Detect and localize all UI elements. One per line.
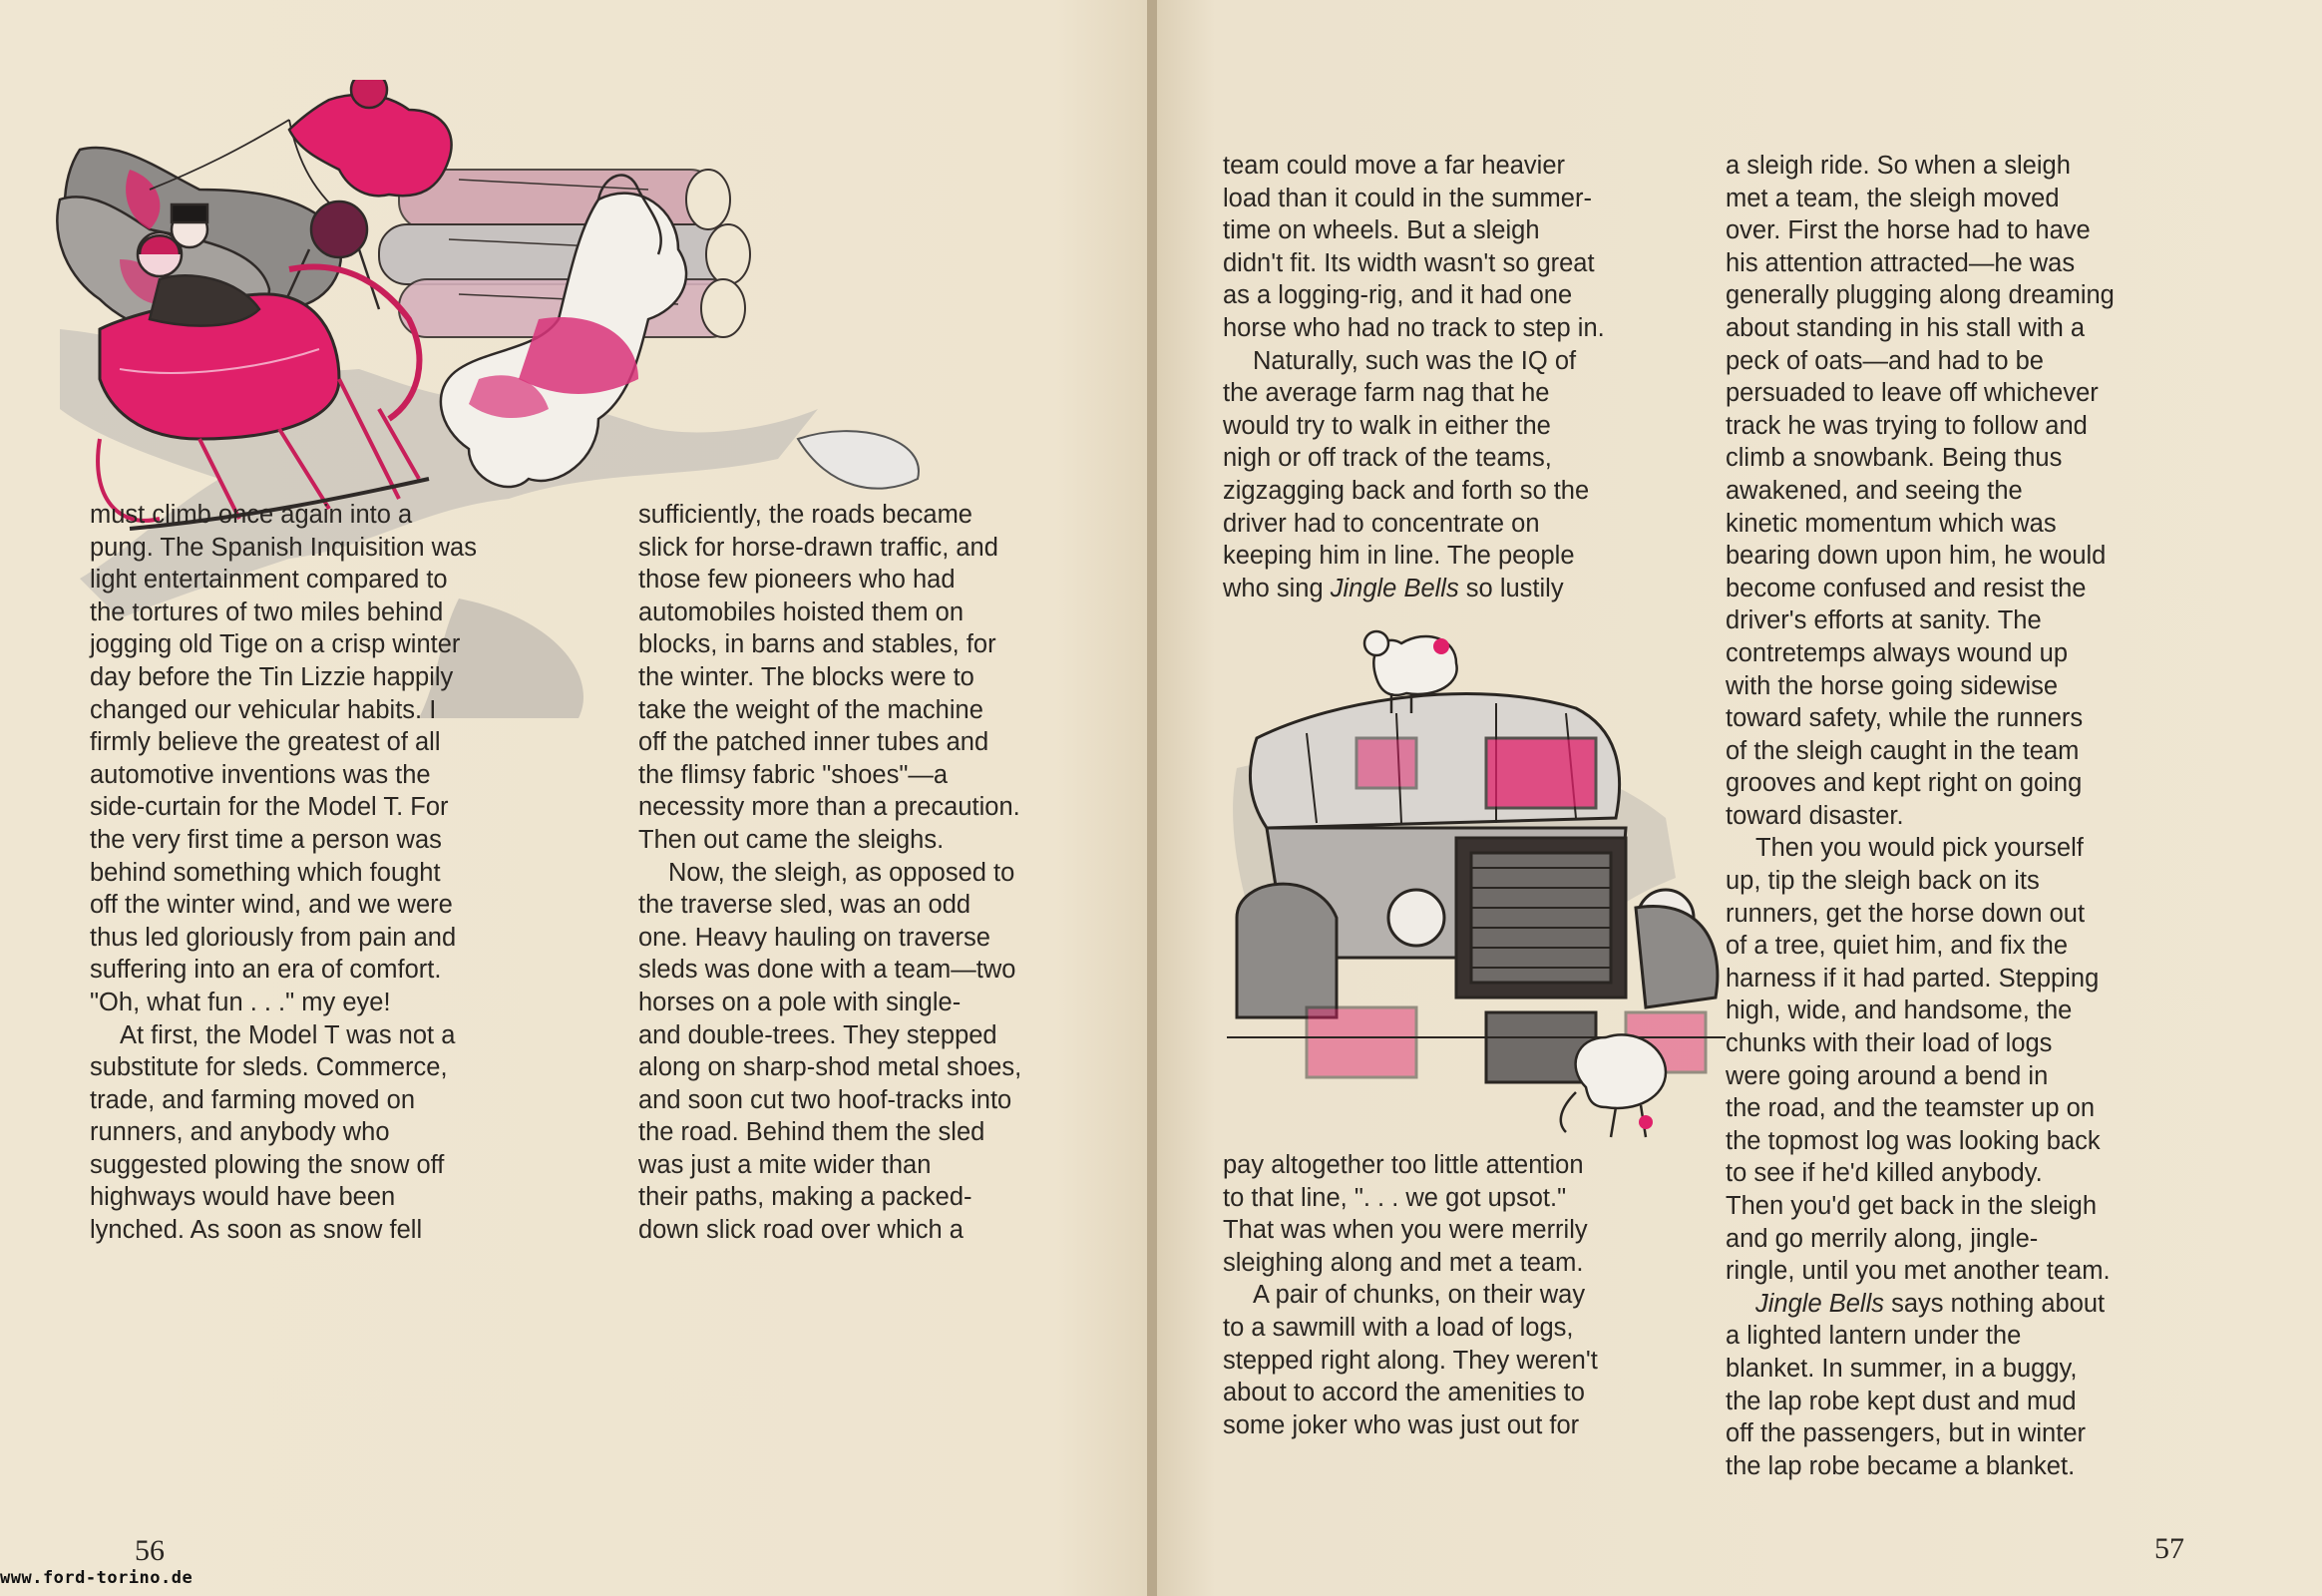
text-line: toward disaster.	[1726, 801, 1904, 830]
text-line: the winter. The blocks were to	[638, 662, 974, 691]
text-line: harness if it had parted. Stepping	[1726, 964, 2100, 993]
text-line: the road. Behind them the sled	[638, 1118, 985, 1147]
text-line: team could move a far heavier	[1223, 152, 1566, 180]
text-line: driver had to concentrate on	[1223, 509, 1540, 538]
text-line: sufficiently, the roads became	[638, 501, 972, 529]
text-line: a sleigh ride. So when a sleigh	[1726, 152, 2071, 180]
text-line: climb a snowbank. Being thus	[1726, 444, 2063, 473]
text-line: time on wheels. But a sleigh	[1223, 216, 1540, 245]
text-line: That was when you were merrily	[1223, 1216, 1588, 1245]
right-column-1-top	[1223, 150, 1605, 604]
text-line: stepped right along. They weren't	[1223, 1346, 1598, 1375]
text-line: blanket. In summer, in a buggy,	[1726, 1354, 2078, 1383]
right-column-2	[1726, 150, 2115, 1482]
text-line: off the winter wind, and we were	[90, 891, 453, 920]
text-line: a lighted lantern under the	[1726, 1322, 2022, 1351]
text-line: the lap robe became a blanket.	[1726, 1451, 2076, 1480]
text-line: up, tip the sleigh back on its	[1726, 867, 2040, 896]
text-line: contretemps always wound up	[1726, 638, 2069, 667]
text-line: to see if he'd killed anybody.	[1726, 1159, 2043, 1188]
text-line: to a sawmill with a load of logs,	[1223, 1313, 1574, 1342]
model-t-on-blocks-with-chickens-illustration	[1197, 618, 1755, 1157]
text-line: peck of oats—and had to be	[1726, 346, 2044, 375]
text-line: lynched. As soon as snow fell	[90, 1216, 423, 1245]
text-line: and double-trees. They stepped	[638, 1020, 997, 1049]
text-line: toward safety, while the runners	[1726, 704, 2084, 733]
text-fragment: so lustily	[1458, 574, 1564, 602]
text-line: grooves and kept right on going	[1726, 769, 2083, 798]
text-line: substitute for sleds. Commerce,	[90, 1053, 448, 1082]
text-line: along on sharp-shod metal shoes,	[638, 1053, 1022, 1082]
text-line: persuaded to leave off whichever	[1726, 379, 2099, 408]
text-line: high, wide, and handsome, the	[1726, 997, 2073, 1025]
text-line: must climb once again into a	[90, 501, 413, 529]
text-line: the very first time a person was	[90, 825, 442, 854]
text-line: zigzagging back and forth so the	[1223, 476, 1590, 505]
text-line: suggested plowing the snow off	[90, 1150, 445, 1179]
song-title: Jingle Bells	[1330, 574, 1459, 602]
text-line: of a tree, quiet him, and fix the	[1726, 932, 2069, 961]
text-line: changed our vehicular habits. I	[90, 695, 437, 724]
text-line: generally plugging along dreaming	[1726, 281, 2115, 310]
text-line: one. Heavy hauling on traverse	[638, 923, 990, 952]
text-line: jogging old Tige on a crisp winter	[90, 630, 461, 659]
text-line: automotive inventions was the	[90, 760, 431, 789]
text-line: didn't fit. Its width wasn't so great	[1223, 248, 1595, 277]
text-line	[1726, 1288, 2115, 1321]
text-line: light entertainment compared to	[90, 566, 448, 595]
text-line: was just a mite wider than	[638, 1150, 932, 1179]
song-title: Jingle Bells	[1755, 1289, 1884, 1318]
text-line: side-curtain for the Model T. For	[90, 793, 449, 822]
page-number-left: 56	[135, 1534, 165, 1567]
text-line: and go merrily along, jingle-	[1726, 1224, 2039, 1253]
text-line: highways would have been	[90, 1183, 396, 1212]
text-line: pung. The Spanish Inquisition was	[90, 533, 477, 562]
text-line: were going around a bend in	[1726, 1061, 2049, 1090]
text-line: his attention attracted—he was	[1726, 248, 2076, 277]
text-line: Naturally, such was the IQ of	[1253, 346, 1577, 375]
text-line: bearing down upon him, he would	[1726, 542, 2107, 571]
text-line: Now, the sleigh, as opposed to	[668, 858, 1015, 887]
text-line: those few pioneers who had	[638, 566, 956, 595]
text-line: chunks with their load of logs	[1726, 1029, 2053, 1058]
text-line: "Oh, what fun . . ." my eye!	[90, 988, 391, 1016]
text-line: Then you would pick yourself	[1755, 834, 2084, 863]
text-line: nigh or off track of the teams,	[1223, 444, 1552, 473]
text-line: the topmost log was looking back	[1726, 1126, 2101, 1155]
text-line: the lap robe kept dust and mud	[1726, 1387, 2077, 1415]
text-line: about standing in his stall with a	[1726, 313, 2086, 342]
text-line: off the passengers, but in winter	[1726, 1419, 2086, 1448]
text-line: necessity more than a precaution.	[638, 793, 1020, 822]
page-number-right: 57	[2154, 1532, 2184, 1565]
text-line: with the horse going sidewise	[1726, 671, 2059, 700]
text-line: and soon cut two hoof-tracks into	[638, 1085, 1012, 1114]
text-line: Then you'd get back in the sleigh	[1726, 1192, 2098, 1220]
text-line: some joker who was just out for	[1223, 1410, 1580, 1439]
text-line: kinetic momentum which was	[1726, 509, 2057, 538]
text-line: horses on a pole with single-	[638, 988, 962, 1016]
text-line: sleighing along and met a team.	[1223, 1248, 1584, 1277]
text-line: take the weight of the machine	[638, 695, 983, 724]
text-line: behind something which fought	[90, 858, 441, 887]
right-page	[1157, 0, 2322, 1596]
text-line: met a team, the sleigh moved	[1726, 184, 2060, 212]
text-line: to that line, ". . . we got upsot."	[1223, 1183, 1567, 1212]
text-fragment: says nothing about	[1883, 1289, 2106, 1318]
text-line: load than it could in the summer-	[1223, 184, 1592, 212]
left-column-1	[90, 499, 477, 1247]
text-line: keeping him in line. The people	[1223, 542, 1575, 571]
left-page	[0, 0, 1147, 1596]
text-line: off the patched inner tubes and	[638, 728, 989, 757]
text-line: Then out came the sleighs.	[638, 825, 945, 854]
text-line: track he was trying to follow and	[1726, 411, 2088, 440]
text-line: trade, and farming moved on	[90, 1085, 416, 1114]
text-line: A pair of chunks, on their way	[1253, 1281, 1586, 1310]
text-line: the road, and the teamster up on	[1726, 1094, 2095, 1123]
text-line: driver's efforts at sanity. The	[1726, 606, 2042, 635]
right-column-1-bottom	[1223, 1149, 1598, 1441]
text-line: become confused and resist the	[1726, 574, 2087, 602]
text-line: ringle, until you met another team.	[1726, 1257, 2111, 1286]
text-line: horse who had no track to step in.	[1223, 313, 1605, 342]
text-line: automobiles hoisted them on	[638, 598, 965, 626]
text-line: runners, and anybody who	[90, 1118, 390, 1147]
text-line: over. First the horse had to have	[1726, 216, 2091, 245]
text-line: the average farm nag that he	[1223, 379, 1550, 408]
text-line: pay altogether too little attention	[1223, 1151, 1584, 1179]
text-line: the traverse sled, was an odd	[638, 891, 971, 920]
text-line: firmly believe the greatest of all	[90, 728, 441, 757]
text-line: day before the Tin Lizzie happily	[90, 662, 454, 691]
text-line: would try to walk in either the	[1223, 411, 1551, 440]
text-line: their paths, making a packed-	[638, 1183, 972, 1212]
text-line: slick for horse-drawn traffic, and	[638, 533, 998, 562]
text-line: the tortures of two miles behind	[90, 598, 444, 626]
text-line: runners, get the horse down out	[1726, 899, 2086, 928]
text-fragment: who sing	[1223, 574, 1331, 602]
text-line	[1223, 573, 1605, 605]
text-line: thus led gloriously from pain and	[90, 923, 457, 952]
text-line: of the sleigh caught in the team	[1726, 736, 2080, 765]
text-line: blocks, in barns and stables, for	[638, 630, 996, 659]
text-line: the flimsy fabric "shoes"—a	[638, 760, 949, 789]
text-line: sleds was done with a team—two	[638, 956, 1016, 985]
left-column-2	[638, 499, 1021, 1247]
text-line: as a logging-rig, and it had one	[1223, 281, 1573, 310]
text-line: about to accord the amenities to	[1223, 1379, 1585, 1407]
watermark: www.ford-torino.de	[0, 1568, 194, 1588]
book-spine	[1147, 0, 1157, 1596]
text-line: suffering into an era of comfort.	[90, 956, 442, 985]
text-line: awakened, and seeing the	[1726, 476, 2023, 505]
text-line: At first, the Model T was not a	[120, 1020, 456, 1049]
text-line: down slick road over which a	[638, 1216, 964, 1245]
